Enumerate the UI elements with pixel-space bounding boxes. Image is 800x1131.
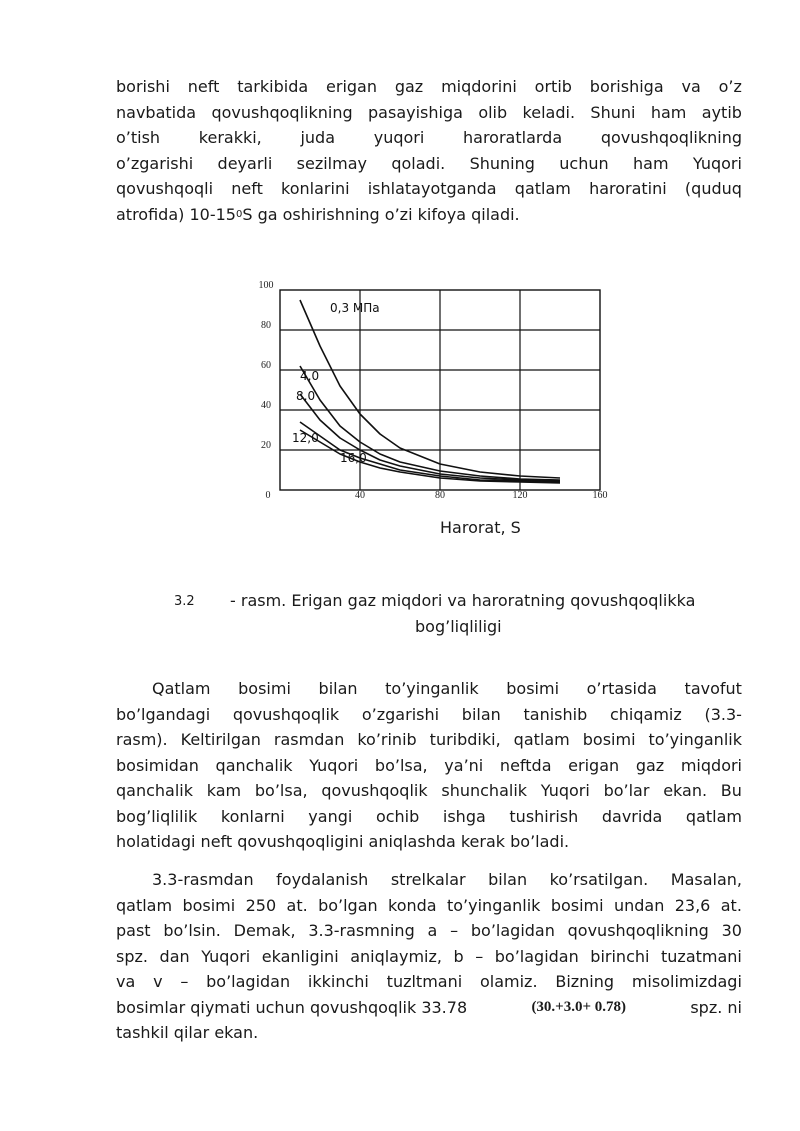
- y-tick-label: 40: [261, 400, 271, 411]
- x-tick-label: 160: [592, 490, 608, 501]
- word: neft: [231, 179, 263, 198]
- word: ochib: [375, 806, 420, 826]
- word: rasmdan: [273, 730, 345, 749]
- word: ham: [650, 102, 687, 122]
- word: qatlam: [514, 179, 571, 198]
- word: Bu: [720, 781, 742, 800]
- word: erigan: [568, 755, 620, 775]
- text-line: [116, 727, 742, 753]
- word: 23,6: [674, 895, 711, 915]
- word: keladi.: [522, 102, 576, 122]
- word: 3.3-rasmdan: [152, 870, 254, 889]
- word: qanchalik: [215, 755, 293, 775]
- word: aniqlaymiz,: [350, 946, 442, 966]
- word: miqdorini: [441, 77, 517, 96]
- word: birinchi: [590, 946, 650, 966]
- word: tarkibida: [237, 77, 309, 96]
- x-tick-label: 80: [435, 490, 445, 501]
- word: at.: [720, 895, 742, 915]
- curve-label: 0,3 МПа: [330, 301, 380, 315]
- text-line: [116, 867, 742, 893]
- word: bosimi: [182, 895, 236, 915]
- word: olib: [478, 102, 508, 122]
- word: qanchalik: [116, 781, 193, 800]
- x-tick-label: 0: [265, 490, 271, 501]
- text-line: [116, 74, 742, 100]
- y-tick-label: 60: [261, 360, 271, 371]
- word: tushirish: [509, 806, 579, 826]
- word: miqdori: [680, 755, 742, 775]
- chart-curves: [300, 300, 560, 483]
- word: Yuqori: [692, 153, 742, 173]
- word: shunchalik: [441, 781, 528, 800]
- text-line: [116, 778, 742, 804]
- word: haroratini: [589, 179, 667, 198]
- word: foydalanish: [276, 870, 369, 889]
- paragraph-bottom: [116, 867, 742, 1046]
- x-tick-label: 120: [512, 490, 528, 501]
- text-fragment: S ga oshirishning o’zi kifoya qiladi.: [242, 204, 520, 224]
- word: bosimi: [582, 730, 636, 749]
- word: konda: [388, 895, 437, 915]
- text-line: [116, 995, 742, 1021]
- word: Yuqori: [309, 755, 359, 775]
- word: bilan: [488, 870, 528, 889]
- word: uchun: [559, 153, 609, 173]
- word: bosimi: [238, 679, 291, 698]
- word: Keltirilgan: [180, 730, 261, 749]
- word: 250: [245, 895, 277, 915]
- word: ko’rsatilgan.: [549, 870, 649, 889]
- word: erigan: [326, 77, 377, 96]
- word: qovushqoqlikning: [211, 102, 353, 122]
- word: juda: [300, 128, 336, 147]
- text-line: tashkil qilar ekan.: [116, 1023, 259, 1042]
- text-line: [116, 202, 742, 228]
- word: sezilmay: [296, 153, 367, 173]
- word: davrida: [601, 806, 663, 826]
- text-line: [116, 918, 742, 944]
- word: neftda: [499, 755, 552, 775]
- word: bo’lgan: [318, 895, 378, 915]
- word: qovushqoqlik: [232, 704, 340, 724]
- curve-label: 12,0: [292, 431, 319, 445]
- word: bog’liqlilik: [116, 806, 198, 826]
- figure-caption-line1: - rasm. Erigan gaz miqdori va haroratning qovushqoqlikka: [230, 591, 696, 610]
- paragraph-mid: [116, 676, 742, 855]
- word: –: [180, 972, 189, 991]
- y-tick-label: 100: [258, 280, 274, 291]
- curve-label: 8,0: [296, 389, 316, 403]
- text-line: [116, 753, 742, 779]
- word: borishiga: [589, 77, 664, 96]
- text-line: [116, 676, 742, 702]
- word: tavofut: [684, 679, 742, 698]
- word: tuzltmani: [386, 972, 463, 991]
- chart-curve-labels: [292, 301, 380, 465]
- word: to’yinganlik: [385, 679, 479, 698]
- word: neft: [187, 77, 220, 96]
- word: qovushqoqlikning: [600, 128, 742, 147]
- word: to’yinganlik: [446, 895, 541, 915]
- word: b: [453, 946, 464, 966]
- word: konlarini: [281, 179, 350, 198]
- word: bo’lsin.: [163, 921, 221, 940]
- text-fragment: spz. ni: [690, 997, 742, 1017]
- word: Masalan,: [670, 870, 742, 889]
- y-tick-label: 80: [261, 320, 271, 331]
- word: strelkalar: [390, 870, 466, 889]
- word: ortib: [534, 77, 572, 96]
- word: olamiz.: [479, 972, 538, 991]
- word: Bizning: [555, 972, 615, 991]
- text-line: [116, 702, 742, 728]
- word: deyarli: [217, 153, 273, 173]
- text-line: [116, 969, 742, 995]
- word: undan: [613, 895, 665, 915]
- text-line: [116, 944, 742, 970]
- word: bilan: [318, 679, 358, 698]
- word: bo’lsa,: [374, 755, 428, 775]
- word: ko’rinib: [357, 730, 417, 749]
- x-tick-label: 40: [355, 490, 365, 501]
- word: konlarni: [220, 806, 285, 826]
- word: ya’ni: [444, 755, 484, 775]
- word: qoladi.: [391, 153, 446, 173]
- word: borishi: [116, 77, 170, 96]
- word: rasm).: [116, 730, 168, 749]
- word: –: [450, 921, 459, 940]
- word: ikkinchi: [307, 972, 369, 991]
- bold-formula: (30.+3.0+ 0.78): [531, 998, 627, 1015]
- word: qatlam: [116, 895, 173, 915]
- word: bo’lagidan: [206, 972, 291, 991]
- word: o’rtasida: [586, 679, 657, 698]
- word: yuqori: [373, 128, 425, 147]
- word: ham: [633, 153, 669, 173]
- word: pasayishiga: [368, 102, 463, 122]
- word: haroratlarda: [463, 128, 563, 147]
- word: bo’lsa,: [254, 781, 308, 800]
- word: gaz: [635, 755, 665, 775]
- word: va: [681, 77, 701, 96]
- word: bilan: [461, 704, 501, 724]
- text-line: [116, 151, 742, 177]
- word: Demak,: [233, 921, 296, 940]
- word: turibdiki,: [429, 730, 501, 749]
- chart-grid: [280, 290, 600, 490]
- word: ekan.: [663, 781, 708, 800]
- paragraph-top: [116, 74, 742, 227]
- word: qovushqoqlikning: [567, 921, 709, 940]
- word: at.: [286, 895, 308, 915]
- figure-number: 3.2: [174, 594, 195, 609]
- word: a: [427, 921, 438, 940]
- curve-label: 16,0: [340, 451, 367, 465]
- word: v: [153, 972, 163, 991]
- word: o’tish: [116, 128, 161, 147]
- word: ishlatayotganda: [367, 179, 497, 198]
- word: tuzatmani: [661, 946, 742, 966]
- word: tanishib: [523, 704, 588, 724]
- series-line: [300, 422, 560, 482]
- word: dan: [159, 946, 190, 966]
- word: Yuqori: [201, 946, 251, 966]
- word: qatlam: [685, 806, 742, 826]
- text-line: [116, 125, 742, 151]
- word: bosimi: [550, 895, 604, 915]
- curve-label: 4,0: [300, 369, 320, 383]
- text-line: [116, 100, 742, 126]
- word: qovushqoqli: [116, 179, 214, 198]
- word: navbatida: [116, 102, 197, 122]
- word: Yuqori: [540, 781, 590, 800]
- word: aytib: [701, 102, 742, 122]
- word: bo’lar: [603, 781, 650, 800]
- text-line: [116, 893, 742, 919]
- word: gaz: [394, 77, 424, 96]
- text-line: [116, 176, 742, 202]
- word: spz.: [116, 946, 148, 966]
- word: Shuni: [590, 102, 636, 122]
- degree-superscript: 0: [235, 208, 243, 220]
- word: past: [116, 921, 151, 940]
- word: chiqamiz: [609, 704, 682, 724]
- x-axis-label: Harorat, S: [440, 518, 521, 537]
- word: bo’lagidan: [494, 946, 579, 966]
- word: Shuning: [469, 153, 535, 173]
- word: bo’lgandagi: [116, 704, 211, 724]
- word: qatlam: [513, 730, 570, 749]
- series-line: [300, 300, 560, 478]
- word: kam: [206, 781, 242, 800]
- word: bosimidan: [116, 755, 199, 775]
- word: qovushqoqlik: [321, 781, 428, 800]
- word: va: [116, 972, 136, 991]
- figure-caption-line2: bog’liqliligi: [415, 617, 502, 636]
- word: ishga: [442, 806, 486, 826]
- word: Qatlam: [152, 679, 211, 698]
- text-fragment: atrofida) 10-15: [116, 204, 236, 224]
- y-tick-label: 20: [261, 440, 271, 451]
- word: (3.3-: [704, 704, 742, 724]
- word: o’zgarishi: [116, 153, 194, 173]
- word: to’yinganlik: [648, 730, 742, 749]
- word: yangi: [308, 806, 353, 826]
- word: o’z: [718, 77, 742, 96]
- word: misolimizdagi: [631, 972, 742, 991]
- word: ekanligini: [261, 946, 339, 966]
- word: bosimi: [506, 679, 560, 698]
- word: 3.3-rasmning: [308, 921, 415, 940]
- word: kerakki,: [198, 128, 262, 147]
- word: –: [475, 946, 484, 966]
- text-line: [116, 804, 742, 830]
- viscosity-temperature-chart: [238, 270, 618, 506]
- word: bo’lagidan: [470, 921, 555, 940]
- text-fragment: bosimlar qiymati uchun qovushqoqlik 33.78: [116, 997, 468, 1017]
- word: o’zgarishi: [361, 704, 440, 724]
- word: (quduq: [684, 179, 742, 198]
- text-line: holatidagi neft qovushqoqligini aniqlashda kerak bo’ladi.: [116, 832, 570, 851]
- word: 30: [721, 921, 742, 940]
